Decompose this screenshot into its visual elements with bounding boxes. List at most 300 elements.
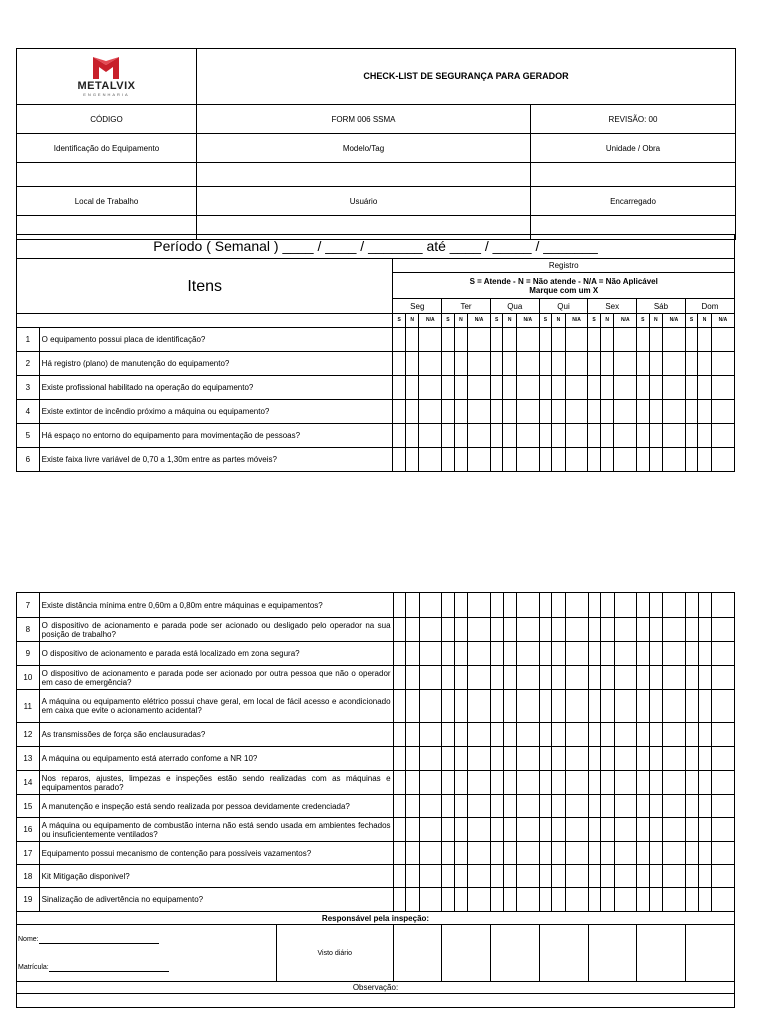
item-mark-15-qui-na[interactable] xyxy=(565,795,588,818)
item-mark-10-ter-s[interactable] xyxy=(442,666,454,690)
item-mark-10-sex-n[interactable] xyxy=(601,666,615,690)
item-mark-16-seg-s[interactable] xyxy=(393,818,405,842)
item-mark-5-ter-s[interactable] xyxy=(442,424,454,448)
item-mark-3-seg-na[interactable] xyxy=(419,376,442,400)
item-mark-8-qua-na[interactable] xyxy=(517,618,540,642)
item-mark-2-sex-n[interactable] xyxy=(600,352,614,376)
item-mark-16-qui-n[interactable] xyxy=(552,818,566,842)
item-mark-5-qua-na[interactable] xyxy=(516,424,539,448)
item-mark-6-qui-s[interactable] xyxy=(539,448,551,472)
item-mark-18-seg-s[interactable] xyxy=(393,865,405,888)
item-mark-9-dom-s[interactable] xyxy=(686,642,698,666)
item-mark-7-ter-n[interactable] xyxy=(454,593,468,618)
item-mark-12-ter-n[interactable] xyxy=(454,723,468,747)
item-mark-15-sex-s[interactable] xyxy=(588,795,600,818)
item-mark-18-dom-s[interactable] xyxy=(686,865,698,888)
item-mark-18-dom-na[interactable] xyxy=(712,865,735,888)
item-mark-8-seg-s[interactable] xyxy=(393,618,405,642)
item-mark-15-seg-n[interactable] xyxy=(406,795,420,818)
item-mark-5-dom-s[interactable] xyxy=(685,424,697,448)
item-mark-16-ter-na[interactable] xyxy=(468,818,491,842)
item-mark-10-sáb-n[interactable] xyxy=(649,666,663,690)
item-mark-7-ter-s[interactable] xyxy=(442,593,454,618)
item-mark-13-seg-s[interactable] xyxy=(393,747,405,771)
item-mark-16-qui-na[interactable] xyxy=(565,818,588,842)
item-mark-11-sáb-s[interactable] xyxy=(637,690,649,723)
item-mark-6-ter-na[interactable] xyxy=(468,448,491,472)
item-mark-9-ter-n[interactable] xyxy=(454,642,468,666)
item-mark-8-dom-s[interactable] xyxy=(686,618,698,642)
item-mark-15-dom-s[interactable] xyxy=(686,795,698,818)
item-mark-12-qui-n[interactable] xyxy=(552,723,566,747)
identificacao-field[interactable] xyxy=(17,163,197,187)
item-mark-5-ter-n[interactable] xyxy=(454,424,468,448)
item-mark-14-qui-s[interactable] xyxy=(539,771,551,795)
item-mark-13-dom-n[interactable] xyxy=(698,747,712,771)
item-mark-17-ter-s[interactable] xyxy=(442,842,454,865)
item-mark-13-qua-n[interactable] xyxy=(503,747,517,771)
item-mark-19-qui-s[interactable] xyxy=(539,888,551,912)
item-mark-7-qua-s[interactable] xyxy=(491,593,503,618)
item-mark-7-seg-s[interactable] xyxy=(393,593,405,618)
item-mark-13-qua-na[interactable] xyxy=(517,747,540,771)
item-mark-10-dom-na[interactable] xyxy=(712,666,735,690)
item-mark-9-qua-n[interactable] xyxy=(503,642,517,666)
item-mark-2-dom-n[interactable] xyxy=(698,352,712,376)
item-mark-16-dom-s[interactable] xyxy=(686,818,698,842)
item-mark-9-sex-n[interactable] xyxy=(601,642,615,666)
item-mark-14-sáb-n[interactable] xyxy=(649,771,663,795)
item-mark-6-seg-na[interactable] xyxy=(419,448,442,472)
item-mark-8-ter-n[interactable] xyxy=(454,618,468,642)
item-mark-13-qua-s[interactable] xyxy=(491,747,503,771)
item-mark-12-qui-s[interactable] xyxy=(539,723,551,747)
item-mark-5-qui-na[interactable] xyxy=(565,424,588,448)
item-mark-2-ter-n[interactable] xyxy=(454,352,468,376)
item-mark-9-sex-na[interactable] xyxy=(614,642,637,666)
item-mark-8-sáb-n[interactable] xyxy=(649,618,663,642)
visto-dom[interactable] xyxy=(686,925,735,982)
item-mark-13-seg-n[interactable] xyxy=(406,747,420,771)
item-mark-10-seg-s[interactable] xyxy=(393,666,405,690)
item-mark-6-sex-na[interactable] xyxy=(614,448,637,472)
item-mark-14-sex-n[interactable] xyxy=(601,771,615,795)
item-mark-7-sáb-s[interactable] xyxy=(637,593,649,618)
item-mark-10-sex-na[interactable] xyxy=(614,666,637,690)
item-mark-1-sex-s[interactable] xyxy=(588,328,600,352)
item-mark-4-dom-s[interactable] xyxy=(685,400,697,424)
item-mark-17-qui-n[interactable] xyxy=(552,842,566,865)
item-mark-19-dom-na[interactable] xyxy=(712,888,735,912)
item-mark-17-dom-s[interactable] xyxy=(686,842,698,865)
item-mark-16-dom-na[interactable] xyxy=(712,818,735,842)
item-mark-4-qua-na[interactable] xyxy=(516,400,539,424)
item-mark-18-seg-na[interactable] xyxy=(419,865,442,888)
item-mark-16-qui-s[interactable] xyxy=(539,818,551,842)
item-mark-14-ter-s[interactable] xyxy=(442,771,454,795)
item-mark-16-sáb-s[interactable] xyxy=(637,818,649,842)
item-mark-19-sáb-n[interactable] xyxy=(649,888,663,912)
item-mark-18-qua-s[interactable] xyxy=(491,865,503,888)
item-mark-9-sáb-s[interactable] xyxy=(637,642,649,666)
item-mark-19-sex-n[interactable] xyxy=(601,888,615,912)
item-mark-19-seg-n[interactable] xyxy=(406,888,420,912)
item-mark-4-sáb-na[interactable] xyxy=(663,400,686,424)
item-mark-8-sex-n[interactable] xyxy=(601,618,615,642)
item-mark-16-sex-n[interactable] xyxy=(601,818,615,842)
modelo-field[interactable] xyxy=(197,163,531,187)
item-mark-17-qui-na[interactable] xyxy=(565,842,588,865)
item-mark-7-seg-na[interactable] xyxy=(419,593,442,618)
item-mark-3-ter-s[interactable] xyxy=(442,376,454,400)
item-mark-12-qua-na[interactable] xyxy=(517,723,540,747)
item-mark-4-sáb-s[interactable] xyxy=(637,400,649,424)
item-mark-4-ter-s[interactable] xyxy=(442,400,454,424)
item-mark-16-qua-na[interactable] xyxy=(517,818,540,842)
item-mark-18-seg-n[interactable] xyxy=(406,865,420,888)
item-mark-6-sáb-n[interactable] xyxy=(649,448,663,472)
item-mark-4-qua-s[interactable] xyxy=(490,400,502,424)
item-mark-13-sáb-na[interactable] xyxy=(663,747,686,771)
item-mark-3-dom-na[interactable] xyxy=(711,376,734,400)
item-mark-10-sex-s[interactable] xyxy=(588,666,600,690)
item-mark-11-sáb-n[interactable] xyxy=(649,690,663,723)
item-mark-11-seg-s[interactable] xyxy=(393,690,405,723)
item-mark-16-seg-na[interactable] xyxy=(419,818,442,842)
nome-line[interactable] xyxy=(18,935,276,944)
item-mark-12-sex-s[interactable] xyxy=(588,723,600,747)
item-mark-8-dom-na[interactable] xyxy=(712,618,735,642)
item-mark-17-dom-n[interactable] xyxy=(698,842,712,865)
item-mark-19-seg-na[interactable] xyxy=(419,888,442,912)
item-mark-3-qua-s[interactable] xyxy=(490,376,502,400)
item-mark-3-sáb-n[interactable] xyxy=(649,376,663,400)
item-mark-17-qua-n[interactable] xyxy=(503,842,517,865)
item-mark-16-sex-s[interactable] xyxy=(588,818,600,842)
item-mark-10-qua-n[interactable] xyxy=(503,666,517,690)
item-mark-2-qui-s[interactable] xyxy=(539,352,551,376)
item-mark-11-qua-s[interactable] xyxy=(491,690,503,723)
item-mark-7-qui-na[interactable] xyxy=(565,593,588,618)
matricula-underline[interactable] xyxy=(49,965,169,972)
item-mark-19-ter-s[interactable] xyxy=(442,888,454,912)
item-mark-11-dom-s[interactable] xyxy=(686,690,698,723)
item-mark-8-sex-s[interactable] xyxy=(588,618,600,642)
item-mark-6-qua-na[interactable] xyxy=(516,448,539,472)
item-mark-5-qui-s[interactable] xyxy=(539,424,551,448)
item-mark-17-ter-n[interactable] xyxy=(454,842,468,865)
item-mark-6-ter-s[interactable] xyxy=(442,448,454,472)
item-mark-12-dom-s[interactable] xyxy=(686,723,698,747)
item-mark-9-seg-n[interactable] xyxy=(406,642,420,666)
item-mark-7-qua-n[interactable] xyxy=(503,593,517,618)
item-mark-19-qua-na[interactable] xyxy=(517,888,540,912)
item-mark-10-ter-na[interactable] xyxy=(468,666,491,690)
item-mark-7-ter-na[interactable] xyxy=(468,593,491,618)
item-mark-2-sáb-na[interactable] xyxy=(663,352,686,376)
item-mark-11-dom-na[interactable] xyxy=(712,690,735,723)
item-mark-18-sáb-s[interactable] xyxy=(637,865,649,888)
item-mark-7-dom-na[interactable] xyxy=(712,593,735,618)
item-mark-4-qui-na[interactable] xyxy=(565,400,588,424)
item-mark-14-dom-n[interactable] xyxy=(698,771,712,795)
item-mark-1-qua-s[interactable] xyxy=(490,328,502,352)
item-mark-18-ter-n[interactable] xyxy=(454,865,468,888)
item-mark-3-seg-n[interactable] xyxy=(405,376,419,400)
item-mark-1-ter-s[interactable] xyxy=(442,328,454,352)
item-mark-12-sex-n[interactable] xyxy=(601,723,615,747)
item-mark-4-seg-s[interactable] xyxy=(393,400,405,424)
item-mark-15-sáb-s[interactable] xyxy=(637,795,649,818)
item-mark-2-sex-s[interactable] xyxy=(588,352,600,376)
item-mark-18-qua-na[interactable] xyxy=(517,865,540,888)
item-mark-14-dom-s[interactable] xyxy=(686,771,698,795)
periodo-line[interactable]: Período ( Semanal ) ____ / ____ / _______ até ____ / _____ / _______ xyxy=(17,235,735,259)
item-mark-17-qua-na[interactable] xyxy=(517,842,540,865)
item-mark-2-ter-na[interactable] xyxy=(468,352,491,376)
item-mark-10-seg-na[interactable] xyxy=(419,666,442,690)
item-mark-14-qua-s[interactable] xyxy=(491,771,503,795)
item-mark-19-qui-n[interactable] xyxy=(552,888,566,912)
item-mark-11-qui-n[interactable] xyxy=(552,690,566,723)
item-mark-6-dom-n[interactable] xyxy=(698,448,712,472)
observacao-field[interactable] xyxy=(17,994,735,1008)
item-mark-6-dom-na[interactable] xyxy=(711,448,734,472)
item-mark-15-sáb-n[interactable] xyxy=(649,795,663,818)
item-mark-4-seg-n[interactable] xyxy=(405,400,419,424)
item-mark-16-seg-n[interactable] xyxy=(406,818,420,842)
item-mark-7-sáb-n[interactable] xyxy=(649,593,663,618)
item-mark-8-seg-n[interactable] xyxy=(406,618,420,642)
item-mark-10-qui-s[interactable] xyxy=(539,666,551,690)
item-mark-18-ter-s[interactable] xyxy=(442,865,454,888)
item-mark-6-qui-n[interactable] xyxy=(552,448,566,472)
item-mark-1-dom-s[interactable] xyxy=(685,328,697,352)
item-mark-15-ter-na[interactable] xyxy=(468,795,491,818)
item-mark-6-sex-n[interactable] xyxy=(600,448,614,472)
item-mark-12-qua-s[interactable] xyxy=(491,723,503,747)
item-mark-19-sáb-na[interactable] xyxy=(663,888,686,912)
item-mark-19-dom-s[interactable] xyxy=(686,888,698,912)
item-mark-2-qua-s[interactable] xyxy=(490,352,502,376)
item-mark-13-sáb-s[interactable] xyxy=(637,747,649,771)
item-mark-3-sex-na[interactable] xyxy=(614,376,637,400)
item-mark-16-ter-n[interactable] xyxy=(454,818,468,842)
item-mark-3-qua-n[interactable] xyxy=(503,376,517,400)
item-mark-5-sáb-na[interactable] xyxy=(663,424,686,448)
item-mark-17-seg-n[interactable] xyxy=(406,842,420,865)
item-mark-11-sex-na[interactable] xyxy=(614,690,637,723)
item-mark-17-sex-n[interactable] xyxy=(601,842,615,865)
item-mark-6-qua-s[interactable] xyxy=(490,448,502,472)
item-mark-9-dom-na[interactable] xyxy=(712,642,735,666)
item-mark-10-qua-na[interactable] xyxy=(517,666,540,690)
item-mark-13-ter-n[interactable] xyxy=(454,747,468,771)
item-mark-13-dom-s[interactable] xyxy=(686,747,698,771)
item-mark-7-sex-na[interactable] xyxy=(614,593,637,618)
item-mark-12-dom-n[interactable] xyxy=(698,723,712,747)
item-mark-2-ter-s[interactable] xyxy=(442,352,454,376)
item-mark-9-ter-s[interactable] xyxy=(442,642,454,666)
item-mark-10-ter-n[interactable] xyxy=(454,666,468,690)
item-mark-3-qua-na[interactable] xyxy=(516,376,539,400)
item-mark-4-sáb-n[interactable] xyxy=(649,400,663,424)
item-mark-11-seg-na[interactable] xyxy=(419,690,442,723)
item-mark-8-qui-na[interactable] xyxy=(565,618,588,642)
item-mark-8-sex-na[interactable] xyxy=(614,618,637,642)
item-mark-17-sex-s[interactable] xyxy=(588,842,600,865)
item-mark-1-sáb-n[interactable] xyxy=(649,328,663,352)
item-mark-1-qui-s[interactable] xyxy=(539,328,551,352)
item-mark-14-dom-na[interactable] xyxy=(712,771,735,795)
item-mark-17-qua-s[interactable] xyxy=(491,842,503,865)
item-mark-15-seg-s[interactable] xyxy=(393,795,405,818)
item-mark-1-qui-na[interactable] xyxy=(565,328,588,352)
item-mark-18-sáb-n[interactable] xyxy=(649,865,663,888)
item-mark-7-sex-s[interactable] xyxy=(588,593,600,618)
item-mark-17-seg-s[interactable] xyxy=(393,842,405,865)
item-mark-9-seg-na[interactable] xyxy=(419,642,442,666)
item-mark-2-qui-n[interactable] xyxy=(552,352,566,376)
item-mark-12-qui-na[interactable] xyxy=(565,723,588,747)
item-mark-14-ter-na[interactable] xyxy=(468,771,491,795)
item-mark-2-qui-na[interactable] xyxy=(565,352,588,376)
matricula-line[interactable] xyxy=(18,963,276,972)
item-mark-14-seg-s[interactable] xyxy=(393,771,405,795)
nome-underline[interactable] xyxy=(39,937,159,944)
item-mark-19-sex-na[interactable] xyxy=(614,888,637,912)
item-mark-5-seg-s[interactable] xyxy=(393,424,405,448)
item-mark-15-qua-s[interactable] xyxy=(491,795,503,818)
item-mark-14-qui-na[interactable] xyxy=(565,771,588,795)
item-mark-13-sex-n[interactable] xyxy=(601,747,615,771)
item-mark-13-sex-na[interactable] xyxy=(614,747,637,771)
item-mark-11-seg-n[interactable] xyxy=(406,690,420,723)
item-mark-13-qui-s[interactable] xyxy=(539,747,551,771)
item-mark-11-ter-na[interactable] xyxy=(468,690,491,723)
item-mark-6-ter-n[interactable] xyxy=(454,448,468,472)
item-mark-17-ter-na[interactable] xyxy=(468,842,491,865)
item-mark-16-sex-na[interactable] xyxy=(614,818,637,842)
unidade-field[interactable] xyxy=(531,163,736,187)
item-mark-12-ter-na[interactable] xyxy=(468,723,491,747)
item-mark-12-seg-s[interactable] xyxy=(393,723,405,747)
item-mark-2-qua-na[interactable] xyxy=(516,352,539,376)
item-mark-4-seg-na[interactable] xyxy=(419,400,442,424)
item-mark-2-dom-na[interactable] xyxy=(711,352,734,376)
item-mark-4-dom-na[interactable] xyxy=(711,400,734,424)
item-mark-11-sex-n[interactable] xyxy=(601,690,615,723)
item-mark-12-sáb-n[interactable] xyxy=(649,723,663,747)
item-mark-6-seg-n[interactable] xyxy=(405,448,419,472)
item-mark-18-qui-s[interactable] xyxy=(539,865,551,888)
item-mark-9-sáb-na[interactable] xyxy=(663,642,686,666)
item-mark-13-dom-na[interactable] xyxy=(712,747,735,771)
visto-seg[interactable] xyxy=(393,925,442,982)
item-mark-7-qui-n[interactable] xyxy=(552,593,566,618)
item-mark-5-sex-s[interactable] xyxy=(588,424,600,448)
item-mark-8-ter-s[interactable] xyxy=(442,618,454,642)
item-mark-14-sáb-s[interactable] xyxy=(637,771,649,795)
item-mark-12-seg-na[interactable] xyxy=(419,723,442,747)
item-mark-16-dom-n[interactable] xyxy=(698,818,712,842)
item-mark-10-sáb-na[interactable] xyxy=(663,666,686,690)
item-mark-11-qua-n[interactable] xyxy=(503,690,517,723)
item-mark-3-qui-na[interactable] xyxy=(565,376,588,400)
item-mark-18-qua-n[interactable] xyxy=(503,865,517,888)
item-mark-8-sáb-s[interactable] xyxy=(637,618,649,642)
item-mark-11-ter-s[interactable] xyxy=(442,690,454,723)
item-mark-15-qua-n[interactable] xyxy=(503,795,517,818)
item-mark-17-sáb-na[interactable] xyxy=(663,842,686,865)
item-mark-9-dom-n[interactable] xyxy=(698,642,712,666)
item-mark-5-sáb-n[interactable] xyxy=(649,424,663,448)
item-mark-16-sáb-n[interactable] xyxy=(649,818,663,842)
item-mark-7-qua-na[interactable] xyxy=(517,593,540,618)
item-mark-7-qui-s[interactable] xyxy=(539,593,551,618)
item-mark-1-sáb-na[interactable] xyxy=(663,328,686,352)
item-mark-8-sáb-na[interactable] xyxy=(663,618,686,642)
item-mark-2-qua-n[interactable] xyxy=(503,352,517,376)
item-mark-7-dom-s[interactable] xyxy=(686,593,698,618)
item-mark-6-sex-s[interactable] xyxy=(588,448,600,472)
item-mark-1-ter-n[interactable] xyxy=(454,328,468,352)
item-mark-3-sáb-s[interactable] xyxy=(637,376,649,400)
item-mark-17-sex-na[interactable] xyxy=(614,842,637,865)
item-mark-15-ter-s[interactable] xyxy=(442,795,454,818)
item-mark-13-sáb-n[interactable] xyxy=(649,747,663,771)
item-mark-17-qui-s[interactable] xyxy=(539,842,551,865)
item-mark-5-qui-n[interactable] xyxy=(552,424,566,448)
item-mark-2-sáb-s[interactable] xyxy=(637,352,649,376)
item-mark-9-qui-s[interactable] xyxy=(539,642,551,666)
item-mark-15-dom-n[interactable] xyxy=(698,795,712,818)
item-mark-4-qui-s[interactable] xyxy=(539,400,551,424)
item-mark-2-sex-na[interactable] xyxy=(614,352,637,376)
item-mark-11-dom-n[interactable] xyxy=(698,690,712,723)
item-mark-3-sex-n[interactable] xyxy=(600,376,614,400)
item-mark-11-sex-s[interactable] xyxy=(588,690,600,723)
item-mark-13-qui-n[interactable] xyxy=(552,747,566,771)
item-mark-5-dom-n[interactable] xyxy=(698,424,712,448)
item-mark-7-sáb-na[interactable] xyxy=(663,593,686,618)
item-mark-12-sáb-s[interactable] xyxy=(637,723,649,747)
item-mark-3-sáb-na[interactable] xyxy=(663,376,686,400)
item-mark-13-seg-na[interactable] xyxy=(419,747,442,771)
item-mark-3-seg-s[interactable] xyxy=(393,376,405,400)
item-mark-5-seg-n[interactable] xyxy=(405,424,419,448)
item-mark-14-sex-na[interactable] xyxy=(614,771,637,795)
item-mark-6-sáb-na[interactable] xyxy=(663,448,686,472)
item-mark-1-sex-na[interactable] xyxy=(614,328,637,352)
visto-qui[interactable] xyxy=(539,925,588,982)
item-mark-13-qui-na[interactable] xyxy=(565,747,588,771)
item-mark-18-qui-na[interactable] xyxy=(565,865,588,888)
item-mark-8-dom-n[interactable] xyxy=(698,618,712,642)
item-mark-10-dom-s[interactable] xyxy=(686,666,698,690)
item-mark-4-ter-na[interactable] xyxy=(468,400,491,424)
item-mark-16-qua-s[interactable] xyxy=(491,818,503,842)
item-mark-2-seg-n[interactable] xyxy=(405,352,419,376)
visto-qua[interactable] xyxy=(491,925,540,982)
item-mark-1-qua-na[interactable] xyxy=(516,328,539,352)
item-mark-5-seg-na[interactable] xyxy=(419,424,442,448)
item-mark-8-qua-n[interactable] xyxy=(503,618,517,642)
item-mark-3-sex-s[interactable] xyxy=(588,376,600,400)
item-mark-12-qua-n[interactable] xyxy=(503,723,517,747)
item-mark-4-qui-n[interactable] xyxy=(552,400,566,424)
item-mark-17-sáb-s[interactable] xyxy=(637,842,649,865)
